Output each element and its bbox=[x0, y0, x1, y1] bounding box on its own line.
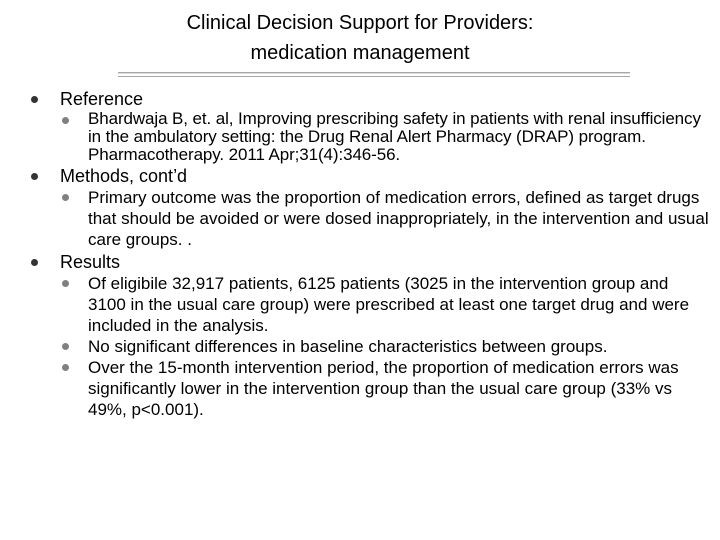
title-line-1: Clinical Decision Support for Providers: bbox=[186, 12, 534, 34]
sub-bullet-icon bbox=[62, 280, 69, 287]
sub-bullet-text: Over the 15-month intervention period, the proportion of medication errors was significantly lower in the intervention group than the usual care group (33% vs 49%, p<0.001). bbox=[88, 358, 679, 419]
sub-bullet-icon bbox=[62, 117, 69, 124]
sub-bullet-text: Primary outcome was the proportion of medication errors, defined as target drugs that should be avoided or were dosed inappropriately, in the intervention and usual care groups. . bbox=[88, 188, 709, 249]
sub-bullet-error-rates bbox=[0, 357, 720, 420]
section-heading: Results bbox=[60, 252, 121, 272]
sub-bullet-icon bbox=[62, 194, 69, 201]
bullet-icon bbox=[31, 259, 38, 266]
sub-bullet-eligible-patients bbox=[0, 273, 720, 336]
bullet-icon bbox=[31, 96, 38, 103]
section-heading: Methods, cont’d bbox=[60, 166, 188, 186]
title-divider-inner bbox=[118, 73, 630, 74]
sub-bullet-icon bbox=[62, 364, 69, 371]
sub-bullet-text: Of eligibile 32,917 patients, 6125 patients (3025 in the intervention group and 3100 in the usual care group) were prescribed at least one target drug and were included in the analysis. bbox=[88, 274, 690, 335]
sub-bullet-icon bbox=[62, 343, 69, 350]
sub-bullet-text: No significant differences in baseline characteristics between groups. bbox=[88, 337, 608, 356]
sub-bullet-primary-outcome bbox=[0, 187, 720, 250]
section-results bbox=[0, 251, 720, 273]
sub-bullet-reference-citation bbox=[0, 110, 720, 164]
section-reference bbox=[0, 88, 720, 110]
bullet-list bbox=[0, 88, 720, 420]
sub-bullet-baseline bbox=[0, 336, 720, 357]
section-methods bbox=[0, 165, 720, 187]
slide-title bbox=[0, 8, 720, 68]
section-heading: Reference bbox=[60, 89, 144, 109]
title-line-2: medication management bbox=[250, 42, 470, 64]
bullet-icon bbox=[31, 173, 38, 180]
sub-bullet-text: Bhardwaja B, et. al, Improving prescribing safety in patients with renal insufficiency in the ambulatory setting: the Drug Renal Alert Pharmacy (DRAP) program. Pharmacotherapy. 2011 Apr;31(4):346-56. bbox=[88, 109, 701, 164]
